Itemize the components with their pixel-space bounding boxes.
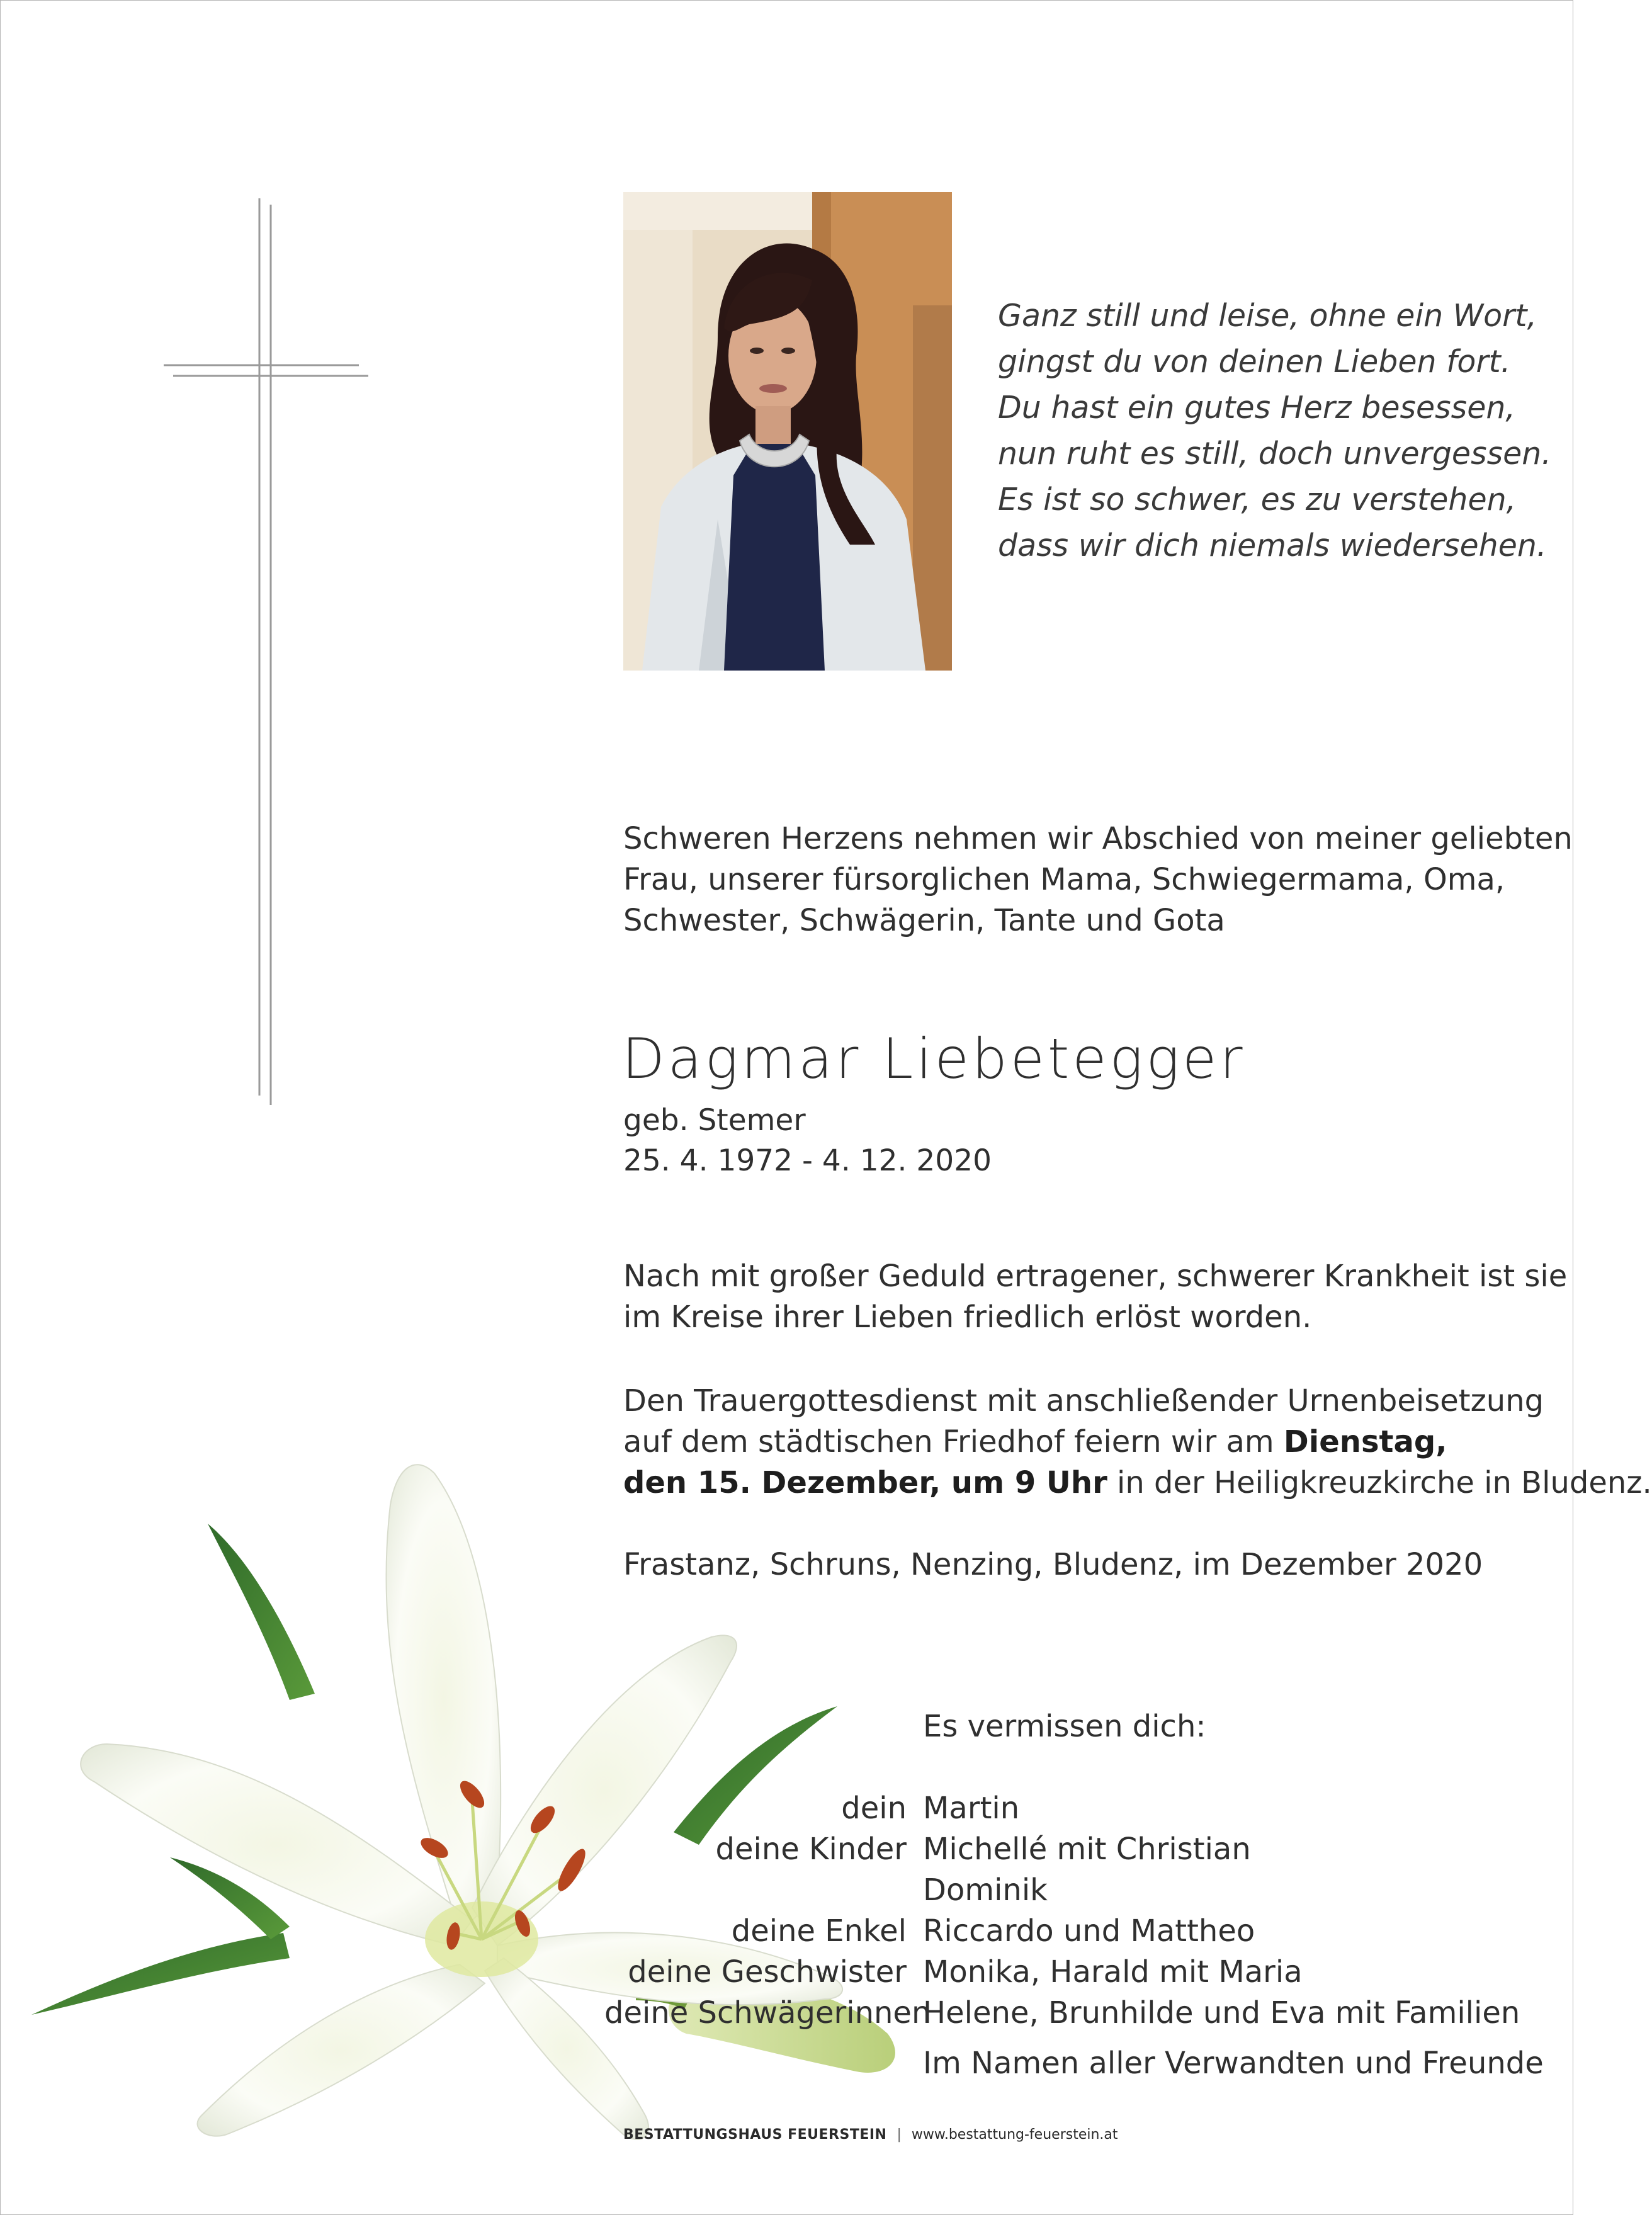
deceased-details [623, 1101, 992, 1181]
relative-label: deine Geschwister [628, 1954, 907, 1990]
relative-label: dein [841, 1791, 907, 1826]
service-location: in der Heiligkreuzkirche in Bludenz. [1107, 1465, 1652, 1500]
relative-row [604, 1829, 1544, 1870]
service-line-1: Den Trauergottesdienst mit anschließender Urnenbeisetzung [623, 1383, 1544, 1419]
relative-row [604, 1788, 1544, 1829]
place-date [623, 1544, 1483, 1585]
service-day: Dienstag, [1283, 1424, 1447, 1459]
relative-row [604, 1870, 1544, 1911]
poem-line: Es ist so schwer, es zu verstehen, [998, 482, 1517, 518]
intro-line: Frau, unserer fürsorglichen Mama, Schwiegermama, Oma, [623, 862, 1505, 897]
deceased-name: Dagmar Liebetegger [622, 1026, 1246, 1091]
footer-separator: | [897, 2127, 902, 2143]
illness-paragraph [623, 1256, 1567, 1338]
relative-row [604, 1911, 1544, 1952]
relative-names: Riccardo und Mattheo [923, 1913, 1255, 1949]
service-line-2-text: auf dem städtischen Friedhof feiern wir am [623, 1424, 1284, 1459]
missing-heading: Es vermissen dich: [923, 1709, 1206, 1744]
poem-line: dass wir dich niemals wiedersehen. [998, 528, 1547, 564]
closing-row [604, 2043, 1544, 2084]
spacer [604, 2034, 1544, 2043]
spacer [604, 1747, 1544, 1788]
cross-icon [161, 198, 375, 1105]
poem-line: Du hast ein gutes Herz besessen, [998, 390, 1515, 426]
relative-names: Helene, Brunhilde und Eva mit Familien [923, 1995, 1520, 2031]
poem-line: nun ruht es still, doch unvergessen. [998, 436, 1551, 472]
intro-line: Schweren Herzens nehmen wir Abschied von meiner geliebten [623, 821, 1573, 856]
poem-line: gingst du von deinen Lieben fort. [998, 344, 1511, 380]
relative-names: Martin [923, 1791, 1020, 1826]
service-line-3 [623, 1463, 1652, 1504]
service-line-2 [623, 1422, 1652, 1463]
footer-website-link[interactable]: www.bestattung-feuerstein.at [911, 2127, 1118, 2143]
relative-row [604, 1993, 1544, 2034]
service-date-time: den 15. Dezember, um 9 Uhr [623, 1465, 1107, 1500]
closing-text: Im Namen aller Verwandten und Freunde [923, 2046, 1544, 2081]
relative-label: deine Kinder [715, 1832, 907, 1867]
illness-line: Nach mit großer Geduld ertragener, schwerer Krankheit ist sie [623, 1259, 1568, 1294]
portrait-photo [623, 192, 952, 671]
intro-line: Schwester, Schwägerin, Tante und Gota [623, 903, 1225, 938]
birth-name: geb. Stemer [623, 1103, 806, 1138]
relative-label: deine Enkel [731, 1913, 907, 1949]
missing-heading-row [604, 1706, 1544, 1747]
intro-text [623, 819, 1573, 941]
poem-block [998, 293, 1551, 569]
mourners-list [604, 1706, 1544, 2084]
life-dates: 25. 4. 1972 - 4. 12. 2020 [623, 1143, 992, 1178]
relative-row [604, 1952, 1544, 1993]
relative-names: Michellé mit Christian [923, 1832, 1251, 1867]
place-date-text: Frastanz, Schruns, Nenzing, Bludenz, im Dezember 2020 [623, 1547, 1483, 1582]
footer [623, 2127, 1118, 2143]
funeral-home-name: BESTATTUNGSHAUS FEUERSTEIN [623, 2127, 887, 2143]
poem-line: Ganz still und leise, ohne ein Wort, [998, 298, 1537, 334]
relative-names: Monika, Harald mit Maria [923, 1954, 1303, 1990]
relative-label [604, 1870, 923, 1911]
relative-names: Dominik [923, 1872, 1048, 1908]
relative-label: deine Schwägerinnen [604, 1995, 931, 2031]
service-paragraph [623, 1381, 1652, 1504]
illness-line: im Kreise ihrer Lieben friedlich erlöst worden. [623, 1300, 1312, 1335]
